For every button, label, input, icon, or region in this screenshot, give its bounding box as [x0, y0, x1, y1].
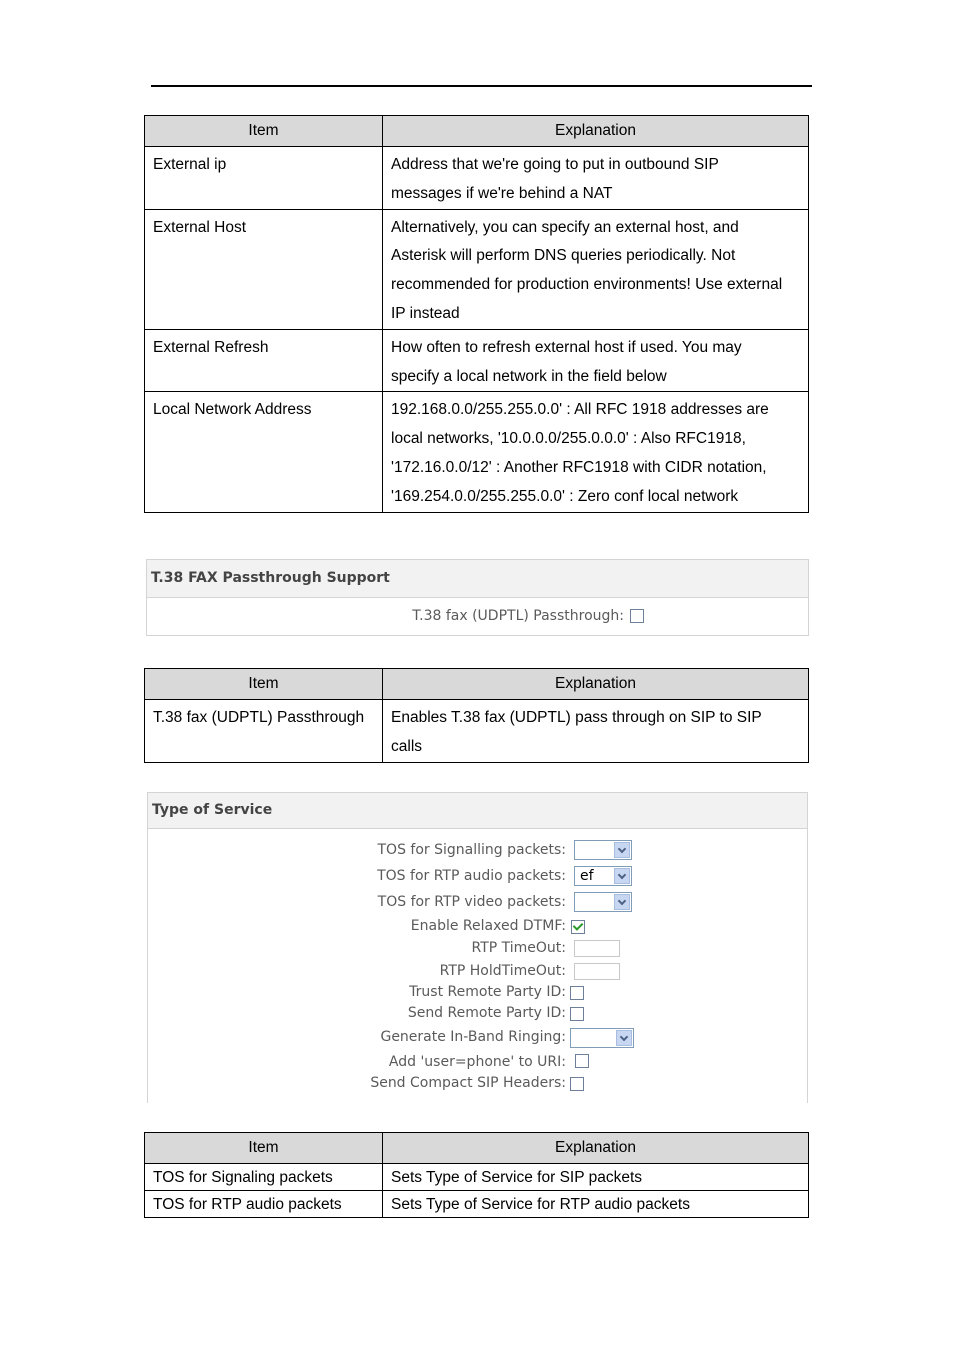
item-cell: TOS for RTP audio packets [145, 1191, 383, 1218]
explanation-cell: How often to refresh external host if used. You may specify a local network in the field below [383, 329, 809, 392]
explanation-cell: Sets Type of Service for SIP packets [383, 1164, 809, 1191]
trust-rpid-checkbox[interactable] [570, 986, 584, 1000]
header-explanation: Explanation [383, 669, 809, 700]
send-rpid-label: Send Remote Party ID: [407, 1005, 566, 1021]
explanation-table-nat [144, 115, 809, 513]
table-header-row [145, 1133, 809, 1164]
tos-sip-label: TOS for Signalling packets: [377, 842, 566, 858]
rtp-timeout-label: RTP TimeOut: [471, 940, 566, 956]
tos-audio-select[interactable]: ef [574, 866, 632, 886]
item-cell: T.38 fax (UDPTL) Passthrough [145, 700, 383, 763]
inband-ringing-label: Generate In-Band Ringing: [380, 1029, 566, 1045]
explanation-cell: Sets Type of Service for RTP audio packets [383, 1191, 809, 1218]
rtp-holdtimeout-row [148, 963, 566, 981]
tos-audio-row [148, 868, 566, 886]
table-row [145, 1191, 809, 1218]
explanation-table-tos [144, 1132, 809, 1218]
table-row [145, 329, 809, 392]
rtp-timeout-row [148, 940, 566, 958]
relaxed-dtmf-label: Enable Relaxed DTMF: [410, 918, 566, 934]
explanation-cell: Address that we're going to put in outbound SIP messages if we're behind a NAT [383, 147, 809, 210]
table-row [145, 147, 809, 210]
table-row [145, 392, 809, 512]
compact-headers-checkbox[interactable] [570, 1077, 584, 1091]
header-item: Item [145, 1133, 383, 1164]
relaxed-dtmf-row [148, 918, 566, 936]
fax-passthrough-row [147, 608, 624, 626]
trust-rpid-label: Trust Remote Party ID: [409, 984, 566, 1000]
fax-passthrough-panel [146, 559, 809, 636]
tos-audio-label: TOS for RTP audio packets: [377, 868, 566, 884]
explanation-table-fax [144, 668, 809, 763]
user-phone-label: Add 'user=phone' to URI: [388, 1054, 566, 1070]
send-rpid-row [148, 1005, 566, 1023]
type-of-service-panel [147, 792, 808, 1103]
relaxed-dtmf-checkbox[interactable] [571, 920, 585, 934]
fax-passthrough-checkbox[interactable] [630, 609, 644, 623]
explanation-cell: 192.168.0.0/255.255.0.0' : All RFC 1918 addresses are local networks, '10.0.0.0/255.0.0.0' : Also RFC1918, '172.16.0.0/12' : Another RFC1918 with CIDR notation, '169.254.0.0/255.255.0.0' : Zero conf local network [383, 392, 809, 512]
send-rpid-checkbox[interactable] [570, 1007, 584, 1021]
inband-ringing-row [148, 1029, 566, 1047]
chevron-down-icon [614, 842, 630, 858]
rtp-holdtimeout-input[interactable] [574, 963, 620, 980]
rtp-holdtimeout-label: RTP HoldTimeOut: [439, 963, 566, 979]
header-item: Item [145, 116, 383, 147]
table-header-row [145, 116, 809, 147]
trust-rpid-row [148, 984, 566, 1002]
compact-headers-row [148, 1075, 566, 1093]
explanation-cell: Enables T.38 fax (UDPTL) pass through on SIP to SIP calls [383, 700, 809, 763]
inband-ringing-select[interactable] [570, 1028, 634, 1048]
panel-title: Type of Service [148, 793, 807, 829]
tos-video-select[interactable] [574, 892, 632, 912]
table-row [145, 1164, 809, 1191]
header-item: Item [145, 669, 383, 700]
fax-passthrough-label: T.38 fax (UDPTL) Passthrough: [412, 608, 624, 624]
table-row [145, 700, 809, 763]
tos-sip-row [148, 842, 566, 860]
item-cell: External Host [145, 209, 383, 329]
explanation-cell: Alternatively, you can specify an external host, and Asterisk will perform DNS queries periodically. Not recommended for production environments! Use external IP instead [383, 209, 809, 329]
panel-title: T.38 FAX Passthrough Support [147, 560, 808, 598]
item-cell: TOS for Signaling packets [145, 1164, 383, 1191]
header-explanation: Explanation [383, 116, 809, 147]
user-phone-checkbox[interactable] [575, 1054, 589, 1068]
item-cell: External Refresh [145, 329, 383, 392]
table-row [145, 209, 809, 329]
tos-video-row [148, 894, 566, 912]
rtp-timeout-input[interactable] [574, 940, 620, 957]
header-rule [151, 85, 812, 87]
chevron-down-icon [614, 894, 630, 910]
compact-headers-label: Send Compact SIP Headers: [370, 1075, 566, 1091]
item-cell: Local Network Address [145, 392, 383, 512]
tos-video-label: TOS for RTP video packets: [377, 894, 566, 910]
item-cell: External ip [145, 147, 383, 210]
chevron-down-icon [614, 868, 630, 884]
user-phone-row [148, 1054, 566, 1072]
tos-sip-select[interactable] [574, 840, 632, 860]
header-explanation: Explanation [383, 1133, 809, 1164]
table-header-row [145, 669, 809, 700]
chevron-down-icon [616, 1030, 632, 1046]
